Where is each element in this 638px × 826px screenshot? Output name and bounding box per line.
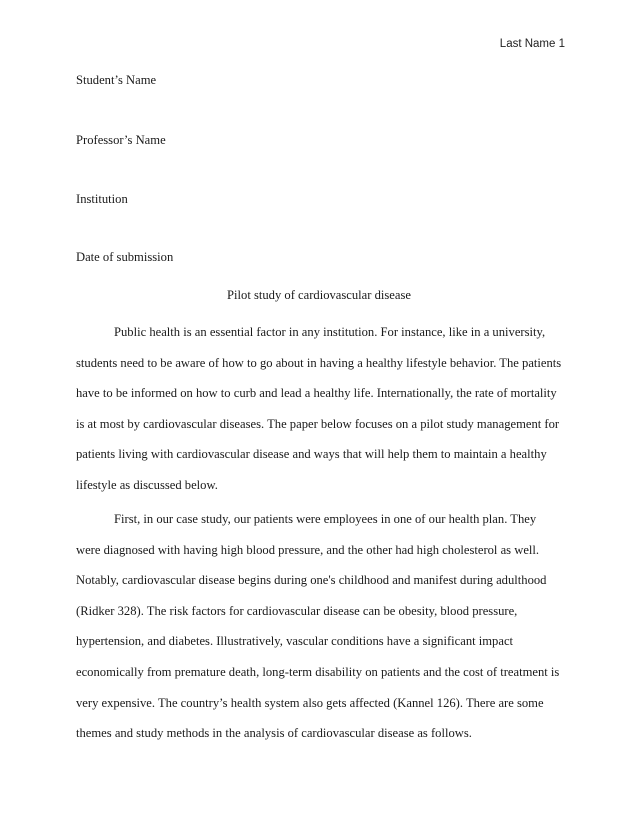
paragraph-2-line: were diagnosed with having high blood pressure, and the other had high cholesterol as well. xyxy=(76,542,540,557)
paragraph-2-line: economically from premature death, long-term disability on patients and the cost of treatment is xyxy=(76,664,560,679)
paragraph-2-line: hypertension, and diabetes. Illustratively, vascular conditions have a significant impact xyxy=(76,634,514,649)
paragraph-2-line: very expensive. The country’s health system also gets affected (Kannel 126). There are some xyxy=(76,695,544,710)
professor-name: Professor’s Name xyxy=(76,133,166,147)
paragraph-1-line: students need to be aware of how to go about in having a healthy lifestyle behavior. The patients xyxy=(76,355,562,370)
running-head: Last Name 1 xyxy=(499,38,565,50)
paragraph-2-line: themes and study methods in the analysis of cardiovascular disease as follows. xyxy=(76,726,472,741)
paragraph-1-line: patients living with cardiovascular disease and ways that will help them to maintain a healthy xyxy=(76,447,547,462)
date-of-submission: Date of submission xyxy=(76,250,174,264)
paragraph-1-line: have to be informed on how to curb and lead a healthy life. Internationally, the rate of mortality xyxy=(76,386,557,401)
paragraph-1-line: lifestyle as discussed below. xyxy=(76,477,218,492)
paragraph-1-line: is at most by cardiovascular diseases. The paper below focuses on a pilot study management for xyxy=(76,416,560,431)
paragraph-1-line: Public health is an essential factor in any institution. For instance, like in a university, xyxy=(114,325,546,339)
paragraph-2 xyxy=(76,504,566,749)
paragraph-2-line: Notably, cardiovascular disease begins during one's childhood and manifest during adulthood xyxy=(76,573,547,588)
student-name: Student’s Name xyxy=(76,73,157,87)
paragraph-2-line: First, in our case study, our patients were employees in one of our health plan. They xyxy=(114,512,537,526)
paper-title: Pilot study of cardiovascular disease xyxy=(227,288,411,302)
paragraph-2-line: (Ridker 328). The risk factors for cardiovascular disease can be obesity, blood pressure, xyxy=(76,603,518,618)
institution: Institution xyxy=(76,192,128,206)
paragraph-1 xyxy=(76,317,566,501)
